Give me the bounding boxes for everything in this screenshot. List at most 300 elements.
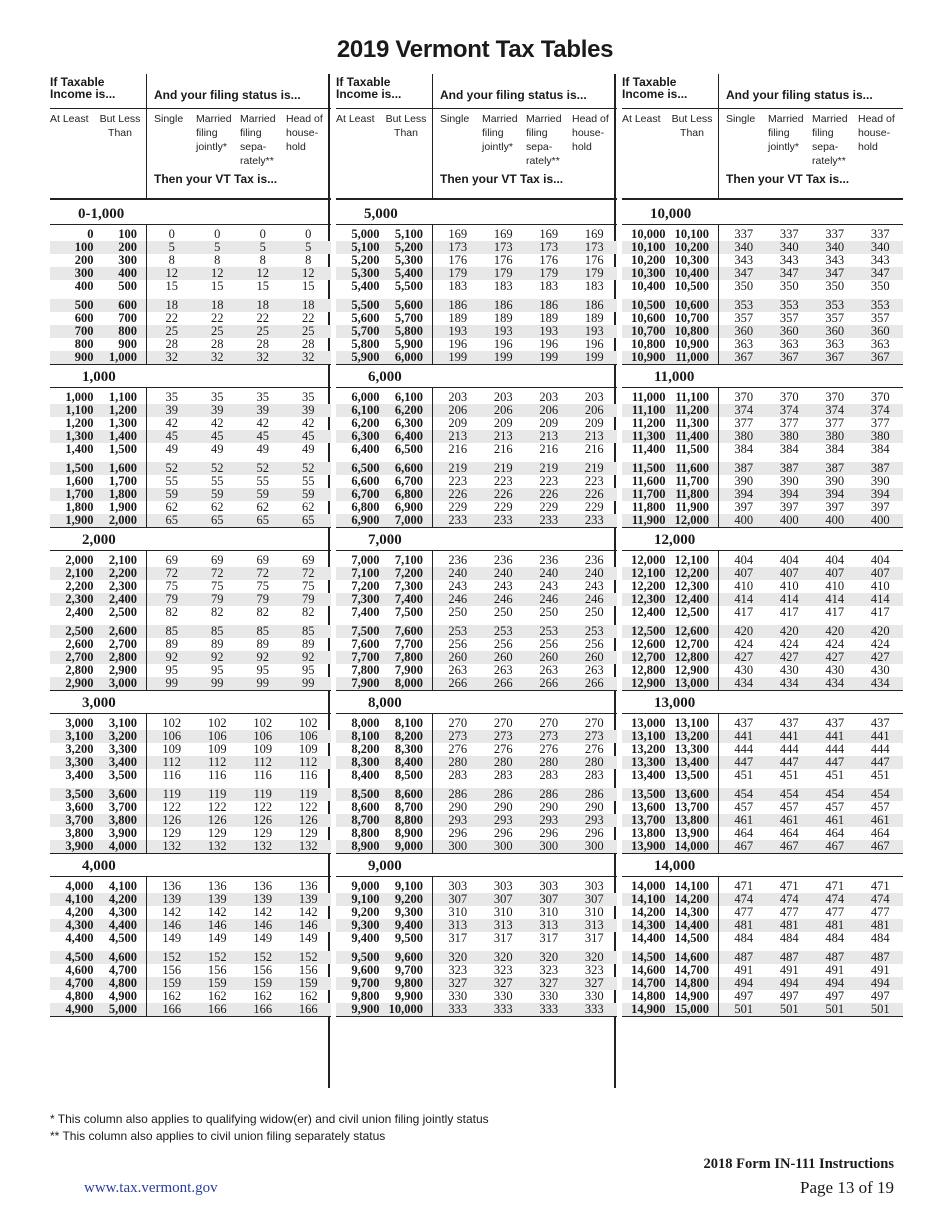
if-taxable-label: If Taxable Income is... xyxy=(50,75,116,101)
tax-cell: 347 xyxy=(734,266,754,280)
at-least-cell: 2,300 xyxy=(65,592,94,606)
tax-cell: 434 xyxy=(779,676,799,690)
but-less-than-cell: 2,200 xyxy=(108,566,138,580)
row-divider xyxy=(432,619,433,691)
tax-cell: 183 xyxy=(539,279,559,293)
but-less-than-cell: 300 xyxy=(118,253,138,267)
tax-cell: 49 xyxy=(211,442,224,456)
tax-cell: 444 xyxy=(870,742,890,756)
but-less-than-cell: 13,500 xyxy=(674,768,710,782)
tax-cell: 196 xyxy=(448,337,468,351)
tax-cell: 5 xyxy=(168,240,175,254)
at-least-cell: 7,700 xyxy=(351,650,380,664)
tax-cell: 310 xyxy=(584,905,604,919)
tax-cell: 82 xyxy=(211,605,224,619)
tax-cell: 28 xyxy=(211,337,224,351)
tax-cell: 186 xyxy=(448,298,468,312)
at-least-cell: 4,900 xyxy=(65,1002,94,1016)
column-header-married-jointly: Married filing jointly* xyxy=(482,113,518,153)
tax-cell: 363 xyxy=(779,337,799,351)
row-group xyxy=(50,782,331,854)
tax-cell: 400 xyxy=(825,513,845,527)
tax-cell: 106 xyxy=(253,729,273,743)
tax-cell: 45 xyxy=(256,429,270,443)
tax-cell: 112 xyxy=(208,755,227,769)
at-least-cell: 4,000 xyxy=(65,879,94,893)
table-row xyxy=(50,351,331,365)
at-least-cell: 11,400 xyxy=(631,442,666,456)
tax-cell: 146 xyxy=(298,918,318,932)
but-less-than-cell: 2,600 xyxy=(108,624,138,638)
tax-cell: 159 xyxy=(253,976,273,990)
at-least-cell: 9,400 xyxy=(351,931,380,945)
tax-cell: 494 xyxy=(734,976,754,990)
tax-cell: 139 xyxy=(207,892,227,906)
tax-cell: 471 xyxy=(870,879,890,893)
but-less-than-cell: 7,300 xyxy=(394,579,424,593)
tax-cell: 206 xyxy=(493,403,513,417)
at-least-cell: 3,700 xyxy=(65,813,94,827)
row-divider xyxy=(146,714,147,782)
at-least-cell: 13,600 xyxy=(631,800,666,814)
tax-cell: 169 xyxy=(448,227,468,241)
but-less-than-cell: 10,500 xyxy=(674,279,710,293)
tax-cell: 179 xyxy=(539,266,559,280)
footnote-separately: ** This column also applies to civil union filing separately status xyxy=(50,1129,386,1143)
tax-cell: 447 xyxy=(870,755,890,769)
tax-cell: 434 xyxy=(825,676,845,690)
tax-cell: 414 xyxy=(825,592,845,606)
column-header-but-less-than: But Less Than xyxy=(671,113,713,139)
tax-cell: 25 xyxy=(165,324,179,338)
tax-cell: 243 xyxy=(493,579,513,593)
at-least-cell: 10,400 xyxy=(631,279,666,293)
tax-cell: 340 xyxy=(779,240,799,254)
row-group xyxy=(336,782,617,854)
row-divider xyxy=(432,877,433,945)
but-less-than-cell: 4,800 xyxy=(108,976,138,990)
tax-cell: 209 xyxy=(448,416,468,430)
tax-cell: 173 xyxy=(493,240,513,254)
tax-cell: 206 xyxy=(584,403,604,417)
but-less-than-cell: 11,300 xyxy=(675,416,710,430)
tax-cell: 434 xyxy=(734,676,754,690)
tax-cell: 18 xyxy=(211,298,224,312)
page-number: Page 13 of 19 xyxy=(800,1178,894,1197)
row-divider xyxy=(718,877,719,945)
tax-cell: 487 xyxy=(779,950,799,964)
but-less-than-cell: 7,200 xyxy=(394,566,424,580)
tax-cell: 457 xyxy=(779,800,799,814)
row-divider xyxy=(718,551,719,619)
tax-cell: 263 xyxy=(584,663,604,677)
at-least-cell: 4,300 xyxy=(65,918,94,932)
tax-cell: 320 xyxy=(584,950,604,964)
tax-cell: 112 xyxy=(253,755,272,769)
but-less-than-cell: 11,700 xyxy=(675,474,710,488)
but-less-than-cell: 10,800 xyxy=(674,324,710,338)
tax-cell: 246 xyxy=(539,592,559,606)
tax-cell: 59 xyxy=(302,487,315,501)
tax-cell: 327 xyxy=(448,976,468,990)
tax-cell: 166 xyxy=(298,1002,318,1016)
tax-cell: 374 xyxy=(734,403,754,417)
tax-cell: 219 xyxy=(448,461,468,475)
tax-cell: 327 xyxy=(584,976,604,990)
tax-cell: 307 xyxy=(584,892,604,906)
tax-cell: 363 xyxy=(825,337,845,351)
at-least-cell: 4,500 xyxy=(65,950,94,964)
tax-cell: 8 xyxy=(259,253,266,267)
tax-cell: 199 xyxy=(493,350,513,364)
tax-cell: 136 xyxy=(162,879,182,893)
but-less-than-cell: 1,100 xyxy=(108,390,138,404)
tax-cell: 417 xyxy=(825,605,845,619)
tax-cell: 497 xyxy=(779,989,799,1003)
tax-cell: 39 xyxy=(211,403,224,417)
table-row xyxy=(50,769,331,782)
but-less-than-cell: 9,000 xyxy=(394,839,424,853)
tax-cell: 116 xyxy=(162,768,181,782)
but-less-than-cell: 10,300 xyxy=(674,253,710,267)
tax-cell: 407 xyxy=(870,566,890,580)
column-header-married-jointly: Married filing jointly* xyxy=(768,113,804,153)
tax-cell: 15 xyxy=(302,279,315,293)
at-least-cell: 6,200 xyxy=(351,416,380,430)
tax-cell: 193 xyxy=(539,324,559,338)
but-less-than-cell: 12,200 xyxy=(674,566,710,580)
tax-cell: 79 xyxy=(165,592,179,606)
tax-cell: 92 xyxy=(165,650,179,664)
tax-cell: 340 xyxy=(870,240,890,254)
tax-cell: 330 xyxy=(493,989,513,1003)
table-row xyxy=(622,677,903,691)
but-less-than-cell: 4,900 xyxy=(108,989,138,1003)
tax-cell: 0 xyxy=(305,227,312,241)
table-row xyxy=(336,769,617,782)
tax-cell: 240 xyxy=(493,566,513,580)
tax-cell: 216 xyxy=(493,442,513,456)
but-less-than-cell: 2,300 xyxy=(108,579,138,593)
then-tax-label: Then your VT Tax is... xyxy=(726,172,850,186)
tax-cell: 216 xyxy=(539,442,559,456)
table-row xyxy=(336,514,617,528)
tax-cell: 229 xyxy=(584,500,604,514)
tax-table-column-3 xyxy=(622,74,903,1017)
tax-cell: 122 xyxy=(162,800,182,814)
tax-cell: 424 xyxy=(825,637,845,651)
tax-cell: 166 xyxy=(207,1002,227,1016)
but-less-than-cell: 8,000 xyxy=(394,676,424,690)
but-less-than-cell: 9,600 xyxy=(394,950,424,964)
at-least-cell: 5,600 xyxy=(351,311,380,325)
but-less-than-cell: 12,600 xyxy=(674,624,710,638)
tax-cell: 126 xyxy=(162,813,182,827)
table-row xyxy=(622,514,903,528)
tax-cell: 152 xyxy=(162,950,182,964)
but-less-than-cell: 6,200 xyxy=(394,403,424,417)
at-least-cell: 9,200 xyxy=(351,905,380,919)
tax-cell: 95 xyxy=(256,663,270,677)
tax-cell: 179 xyxy=(448,266,468,280)
tax-cell: 491 xyxy=(734,963,754,977)
but-less-than-cell: 11,800 xyxy=(675,487,710,501)
tax-cell: 417 xyxy=(870,605,890,619)
tax-cell: 323 xyxy=(584,963,604,977)
tax-cell: 370 xyxy=(779,390,799,404)
tax-cell: 270 xyxy=(539,716,559,730)
but-less-than-cell: 12,700 xyxy=(674,637,710,651)
row-divider xyxy=(718,293,719,365)
tax-cell: 28 xyxy=(256,337,270,351)
row-divider xyxy=(146,945,147,1017)
block-heading: 11,000 xyxy=(622,365,903,388)
at-least-cell: 4,100 xyxy=(65,892,94,906)
but-less-than-cell: 3,200 xyxy=(108,729,138,743)
tax-cell: 461 xyxy=(870,813,890,827)
tax-cell: 300 xyxy=(539,839,559,853)
at-least-cell: 10,900 xyxy=(631,350,666,364)
row-group xyxy=(622,945,903,1017)
row-group xyxy=(336,619,617,691)
tax-cell: 300 xyxy=(584,839,604,853)
tax-cell: 467 xyxy=(779,839,799,853)
tax-cell: 273 xyxy=(539,729,559,743)
at-least-cell: 2,200 xyxy=(65,579,94,593)
table-row xyxy=(336,606,617,619)
income-block xyxy=(50,202,331,365)
tax-cell: 347 xyxy=(779,266,799,280)
tax-cell: 25 xyxy=(302,324,315,338)
tax-cell: 109 xyxy=(162,742,182,756)
tax-cell: 427 xyxy=(870,650,890,664)
tax-cell: 410 xyxy=(825,579,845,593)
at-least-cell: 10,300 xyxy=(631,266,666,280)
tax-cell: 501 xyxy=(825,1002,845,1016)
tax-cell: 203 xyxy=(493,390,513,404)
tax-cell: 209 xyxy=(493,416,513,430)
tax-cell: 116 xyxy=(299,768,318,782)
tax-cell: 404 xyxy=(870,553,890,567)
tax-cell: 15 xyxy=(211,279,224,293)
tax-cell: 146 xyxy=(207,918,227,932)
tax-cell: 363 xyxy=(734,337,754,351)
tax-cell: 102 xyxy=(162,716,182,730)
tax-cell: 501 xyxy=(734,1002,754,1016)
column-header-married-separately: Married filing sepa-rately** xyxy=(812,113,848,167)
but-less-than-cell: 12,300 xyxy=(674,579,710,593)
row-group xyxy=(50,619,331,691)
column-header-at-least: At Least xyxy=(336,113,375,125)
tax-cell: 357 xyxy=(825,311,845,325)
but-less-than-cell: 14,100 xyxy=(674,879,710,893)
tax-cell: 343 xyxy=(825,253,845,267)
tax-cell: 65 xyxy=(165,513,179,527)
row-divider xyxy=(432,293,433,365)
tax-cell: 216 xyxy=(448,442,468,456)
at-least-cell: 6,300 xyxy=(351,429,380,443)
tax-cell: 407 xyxy=(779,566,799,580)
tax-cell: 400 xyxy=(870,513,890,527)
at-least-cell: 8,800 xyxy=(351,826,380,840)
header-divider xyxy=(146,74,147,198)
tax-cell: 477 xyxy=(734,905,754,919)
tax-cell: 59 xyxy=(211,487,224,501)
tax-cell: 487 xyxy=(825,950,845,964)
but-less-than-cell: 5,600 xyxy=(394,298,424,312)
at-least-cell: 14,400 xyxy=(631,931,666,945)
at-least-cell: 11,700 xyxy=(631,487,666,501)
tax-cell: 276 xyxy=(584,742,604,756)
row-group xyxy=(336,945,617,1017)
tax-cell: 253 xyxy=(539,624,559,638)
tax-cell: 219 xyxy=(584,461,604,475)
tax-cell: 451 xyxy=(870,768,890,782)
at-least-cell: 11,500 xyxy=(631,461,666,475)
tax-cell: 457 xyxy=(870,800,890,814)
tax-cell: 404 xyxy=(825,553,845,567)
row-divider xyxy=(432,945,433,1017)
column-header-head-of-household: Head of house-hold xyxy=(858,113,895,153)
tax-cell: 320 xyxy=(493,950,513,964)
row-divider xyxy=(718,782,719,854)
at-least-cell: 14,300 xyxy=(631,918,666,932)
tax-cell: 8 xyxy=(214,253,221,267)
tax-cell: 55 xyxy=(165,474,179,488)
but-less-than-cell: 6,400 xyxy=(394,429,424,443)
tax-cell: 89 xyxy=(256,637,270,651)
but-less-than-cell: 14,200 xyxy=(674,892,710,906)
tax-cell: 72 xyxy=(256,566,270,580)
at-least-cell: 14,000 xyxy=(631,879,666,893)
tax-cell: 280 xyxy=(539,755,559,769)
but-less-than-cell: 8,600 xyxy=(394,787,424,801)
tax-cell: 357 xyxy=(779,311,799,325)
but-less-than-cell: 1,400 xyxy=(108,429,138,443)
tax-cell: 407 xyxy=(734,566,754,580)
at-least-cell: 14,700 xyxy=(631,976,666,990)
but-less-than-cell: 13,400 xyxy=(674,755,710,769)
tax-cell: 142 xyxy=(298,905,318,919)
at-least-cell: 9,700 xyxy=(351,976,380,990)
tax-cell: 454 xyxy=(870,787,890,801)
tax-cell: 183 xyxy=(584,279,604,293)
tax-cell: 92 xyxy=(211,650,224,664)
tax-cell: 152 xyxy=(253,950,273,964)
tax-cell: 394 xyxy=(825,487,845,501)
tax-cell: 196 xyxy=(539,337,559,351)
but-less-than-cell: 3,500 xyxy=(108,768,138,782)
tax-cell: 451 xyxy=(734,768,754,782)
at-least-cell: 3,600 xyxy=(65,800,94,814)
tax-cell: 196 xyxy=(493,337,513,351)
row-group xyxy=(50,456,331,528)
at-least-cell: 6,900 xyxy=(351,513,380,527)
tax-cell: 22 xyxy=(211,311,224,325)
but-less-than-cell: 600 xyxy=(118,298,138,312)
at-least-cell: 9,100 xyxy=(351,892,380,906)
at-least-cell: 2,700 xyxy=(65,650,94,664)
at-least-cell: 1,700 xyxy=(65,487,94,501)
at-least-cell: 13,900 xyxy=(631,839,666,853)
row-divider xyxy=(146,877,147,945)
tax-cell: 377 xyxy=(779,416,799,430)
at-least-cell: 12,400 xyxy=(631,605,666,619)
row-divider xyxy=(718,945,719,1017)
tax-cell: 99 xyxy=(211,676,224,690)
at-least-cell: 11,000 xyxy=(631,390,666,404)
tax-cell: 42 xyxy=(302,416,315,430)
but-less-than-cell: 14,300 xyxy=(674,905,710,919)
tax-cell: 280 xyxy=(584,755,604,769)
table-row xyxy=(50,677,331,691)
tax-cell: 236 xyxy=(493,553,513,567)
tax-cell: 229 xyxy=(448,500,468,514)
tax-cell: 353 xyxy=(870,298,890,312)
at-least-cell: 7,900 xyxy=(351,676,380,690)
tax-cell: 313 xyxy=(584,918,604,932)
tax-cell: 176 xyxy=(539,253,559,267)
tax-cell: 59 xyxy=(256,487,270,501)
column-header-at-least: At Least xyxy=(622,113,661,125)
tax-cell: 343 xyxy=(734,253,754,267)
tax-cell: 367 xyxy=(825,350,845,364)
tax-cell: 377 xyxy=(734,416,754,430)
income-block xyxy=(622,854,903,1017)
tax-cell: 420 xyxy=(870,624,890,638)
but-less-than-cell: 6,700 xyxy=(394,474,424,488)
tax-cell: 69 xyxy=(256,553,270,567)
at-least-cell: 1,900 xyxy=(65,513,94,527)
block-heading: 9,000 xyxy=(336,854,617,877)
tax-cell: 99 xyxy=(302,676,315,690)
tax-cell: 179 xyxy=(493,266,513,280)
tax-cell: 32 xyxy=(302,350,315,364)
but-less-than-cell: 3,100 xyxy=(108,716,138,730)
at-least-cell: 2,800 xyxy=(65,663,94,677)
tax-cell: 363 xyxy=(870,337,890,351)
at-least-cell: 13,300 xyxy=(631,755,666,769)
tax-cell: 236 xyxy=(584,553,604,567)
tax-cell: 303 xyxy=(448,879,468,893)
tax-cell: 501 xyxy=(779,1002,799,1016)
but-less-than-cell: 7,500 xyxy=(394,605,424,619)
tax-cell: 337 xyxy=(870,227,890,241)
tax-cell: 384 xyxy=(825,442,845,456)
tax-cell: 15 xyxy=(256,279,270,293)
tax-cell: 461 xyxy=(825,813,845,827)
but-less-than-cell: 9,500 xyxy=(394,931,424,945)
tax-cell: 139 xyxy=(253,892,273,906)
but-less-than-cell: 5,200 xyxy=(394,240,424,254)
tax-cell: 290 xyxy=(493,800,513,814)
tax-cell: 116 xyxy=(208,768,227,782)
tax-cell: 266 xyxy=(539,676,559,690)
at-least-cell: 9,500 xyxy=(351,950,380,964)
tax-cell: 266 xyxy=(493,676,513,690)
tax-cell: 424 xyxy=(870,637,890,651)
website-link[interactable]: www.tax.vermont.gov xyxy=(84,1180,218,1196)
tax-cell: 487 xyxy=(870,950,890,964)
tax-cell: 186 xyxy=(584,298,604,312)
tax-cell: 313 xyxy=(539,918,559,932)
tax-cell: 75 xyxy=(165,579,179,593)
tax-cell: 223 xyxy=(448,474,468,488)
but-less-than-cell: 2,900 xyxy=(108,663,138,677)
tax-cell: 300 xyxy=(448,839,468,853)
at-least-cell: 10,100 xyxy=(631,240,666,254)
table-row xyxy=(622,443,903,456)
